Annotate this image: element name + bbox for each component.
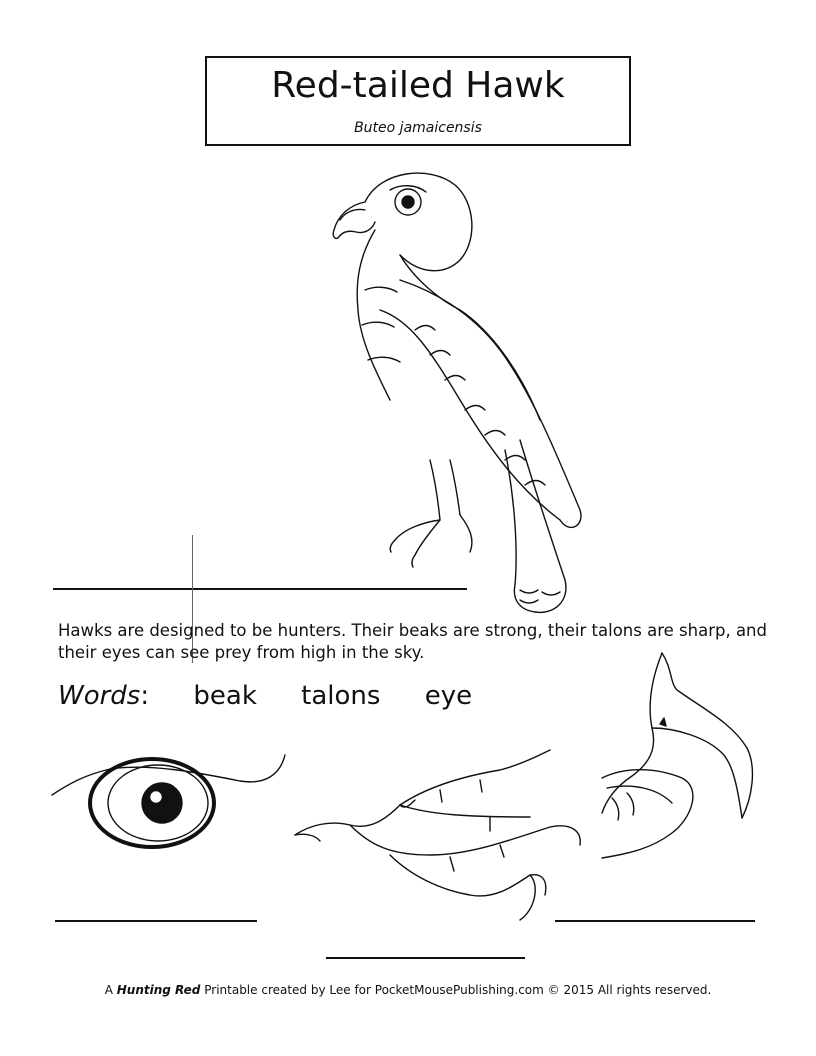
description-text: Hawks are designed to be hunters. Their beaks are strong, their talons are sharp, and their eyes can see prey from high in the sky. <box>58 621 767 662</box>
eye-illustration <box>50 745 290 855</box>
word-beak: beak <box>193 681 257 711</box>
scientific-name: Buteo jamaicensis <box>354 120 482 136</box>
word-talons: talons <box>301 681 381 711</box>
hawk-illustration <box>320 160 650 630</box>
footer-prefix: A <box>104 983 113 997</box>
talons-illustration <box>290 745 590 925</box>
beak-illustration <box>592 648 762 868</box>
word-bank <box>58 679 472 713</box>
page-title: Red-tailed Hawk <box>271 65 565 106</box>
word-eye: eye <box>424 681 473 711</box>
footer-credit <box>0 983 816 997</box>
eye-answer-line[interactable] <box>55 920 257 922</box>
words-colon: : <box>140 681 150 711</box>
name-answer-line[interactable] <box>53 588 467 590</box>
beak-answer-line[interactable] <box>555 920 755 922</box>
talons-answer-line[interactable] <box>326 957 525 959</box>
title-box <box>205 56 631 146</box>
footer-brand: Hunting Red <box>116 983 201 997</box>
words-label: Words <box>58 681 141 711</box>
footer-rest: Printable created by Lee for PocketMousePublishing.com © 2015 All rights reserved. <box>204 983 712 997</box>
